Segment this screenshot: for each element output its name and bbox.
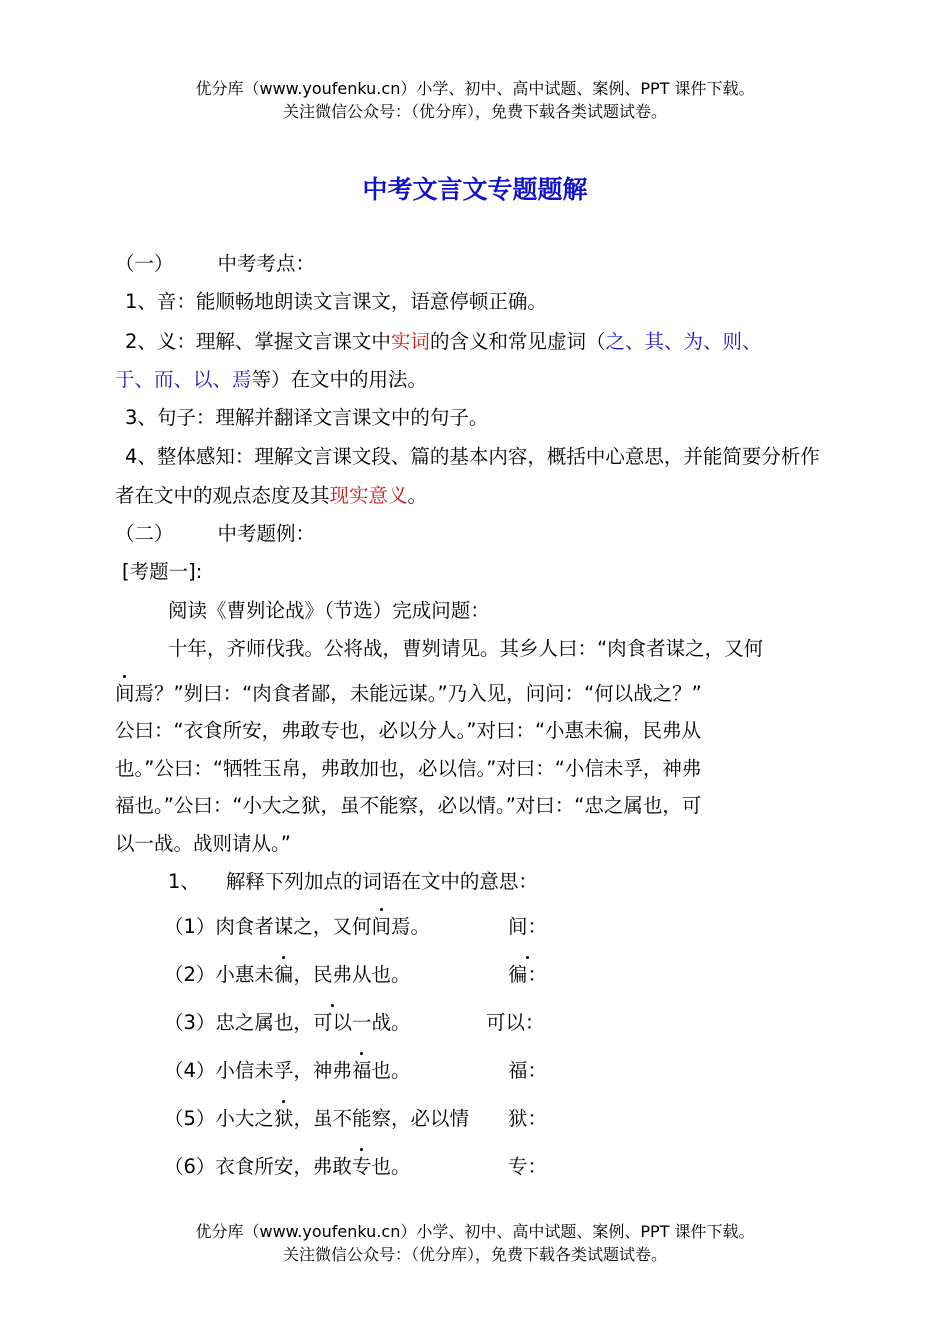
passage-line-4: 也。”公曰：“牺牲玉帛，弗敢加也，必以信。”对曰：“小信未孚，神弗 (115, 757, 702, 780)
passage-line-5: 福也。”公曰：“小大之狱，虽不能察，必以情。”对曰：“忠之属也，可 (115, 794, 702, 817)
sub-item-dotted-word: 间 (371, 915, 391, 938)
sub-item-1 (164, 912, 430, 942)
point-3: 3、句子：理解并翻译文言课文中的句子。 (125, 406, 489, 429)
sub-item-num: （6） (164, 1155, 216, 1178)
footer-line-1: 优分库（www.youfenku.cn）小学、初中、高中试题、案例、PPT 课件下载。 (195, 1222, 755, 1241)
point-4-end: 。 (407, 484, 428, 507)
sub-item-6 (164, 1152, 410, 1182)
point-4-text-b: 者在文中的观点态度及其 (115, 484, 330, 507)
sub-item-post: 也。 (371, 1059, 411, 1082)
section2-label: （二） (115, 522, 174, 545)
passage-line-2 (115, 679, 702, 709)
question-1-text: 解释下列加点的词语在文中的意思： (225, 870, 538, 893)
exam-intro: 阅读《曹刿论战》（节选）完成问题： (168, 599, 490, 622)
answer-label-2 (508, 960, 547, 990)
sub-item-dotted-word: 福 (351, 1059, 372, 1082)
header-line-1: 优分库（www.youfenku.cn）小学、初中、高中试题、案例、PPT 课件下载。 (195, 79, 755, 98)
passage-line-3: 公曰：“衣食所安，弗敢专也，必以分人。”对曰：“小惠未徧，民弗从 (115, 719, 702, 742)
section1-label: （一） (115, 252, 174, 275)
sub-item-3 (164, 1008, 410, 1038)
point-4-highlight: 现实意义 (329, 484, 408, 507)
point-2-cont (115, 365, 427, 395)
point-2-xuci-list-2: 于、而、以、焉 (115, 368, 252, 391)
section2-heading (115, 519, 315, 549)
point-4-cont (115, 481, 427, 511)
sub-item-dotted-word: 狱 (273, 1107, 294, 1130)
sub-item-num: （3） (164, 1011, 216, 1034)
question-1-num: 1、 (168, 870, 200, 893)
answer-label-1: 间： (508, 915, 548, 938)
sub-item-pre: 衣食所安，弗敢 (215, 1155, 352, 1178)
sub-item-num: （5） (164, 1107, 216, 1130)
point-2-highlight-shici: 实词 (390, 330, 430, 353)
section2-title: 中考题例： (217, 522, 316, 545)
page-title: 中考文言文专题题解 (362, 175, 588, 204)
sub-item-post: 焉。 (390, 915, 430, 938)
answer-dotted-word: 徧： (508, 963, 548, 986)
sub-item-5 (164, 1104, 469, 1134)
sub-item-dotted-word: 可以 (312, 1011, 352, 1034)
header-line-2: 关注微信公众号：（优分库），免费下载各类试题试卷。 (282, 102, 667, 121)
answer-label-3: 可以： (486, 1011, 545, 1034)
point-2 (125, 327, 761, 357)
exam-label: [考题一]: (122, 560, 203, 583)
sub-item-num: （2） (164, 963, 216, 986)
passage-dotted-jian: 间 (115, 682, 135, 705)
footer-line-2: 关注微信公众号：（优分库），免费下载各类试题试卷。 (282, 1245, 667, 1264)
sub-item-num: （1） (164, 915, 216, 938)
answer-label-6: 专： (508, 1155, 548, 1178)
sub-item-pre: 小大之 (215, 1107, 274, 1130)
passage-line-2-rest: 焉？”刿曰：“肉食者鄙，未能远谋。”乃入见，问问：“何以战之？” (134, 682, 702, 705)
sub-item-pre: 小信未孚，神弗 (215, 1059, 352, 1082)
sub-item-dotted-word: 徧 (273, 963, 294, 986)
sub-item-pre: 肉食者谋之，又何 (215, 915, 372, 938)
sub-item-4 (164, 1056, 410, 1086)
sub-item-post: 也。 (371, 1155, 411, 1178)
point-2-text-a: 2、义：理解、掌握文言课文中 (125, 330, 391, 353)
sub-item-post: ，虽不能察，必以情 (293, 1107, 469, 1130)
sub-item-dotted-word: 专 (351, 1155, 372, 1178)
question-1 (168, 867, 538, 897)
sub-item-post: ，民弗从也。 (293, 963, 411, 986)
point-1: 1、音：能顺畅地朗读文言课文，语意停顿正确。 (125, 290, 547, 313)
point-2-text-c: 等）在文中的用法。 (251, 368, 428, 391)
sub-item-pre: 小惠未 (215, 963, 274, 986)
section1-heading (115, 249, 315, 279)
point-4: 4、整体感知：理解文言课文段、篇的基本内容，概括中心意思，并能简要分析作 (125, 445, 820, 468)
sub-item-pre: 忠之属也， (215, 1011, 313, 1034)
answer-label-4: 福： (508, 1059, 548, 1082)
sub-item-num: （4） (164, 1059, 216, 1082)
sub-item-2 (164, 960, 410, 990)
answer-label-5: 狱： (508, 1107, 548, 1130)
passage-line-6: 以一战。战则请从。” (115, 832, 291, 855)
point-2-text-b: 的含义和常见虚词（ (429, 330, 606, 353)
point-2-xuci-list-1: 之、其、为、则、 (605, 330, 762, 353)
sub-item-post: 一战。 (351, 1011, 411, 1034)
passage-line-1: 十年，齐师伐我。公将战，曹刿请见。其乡人曰：“肉食者谋之，又何 (168, 637, 764, 660)
section1-title: 中考考点： (217, 252, 316, 275)
